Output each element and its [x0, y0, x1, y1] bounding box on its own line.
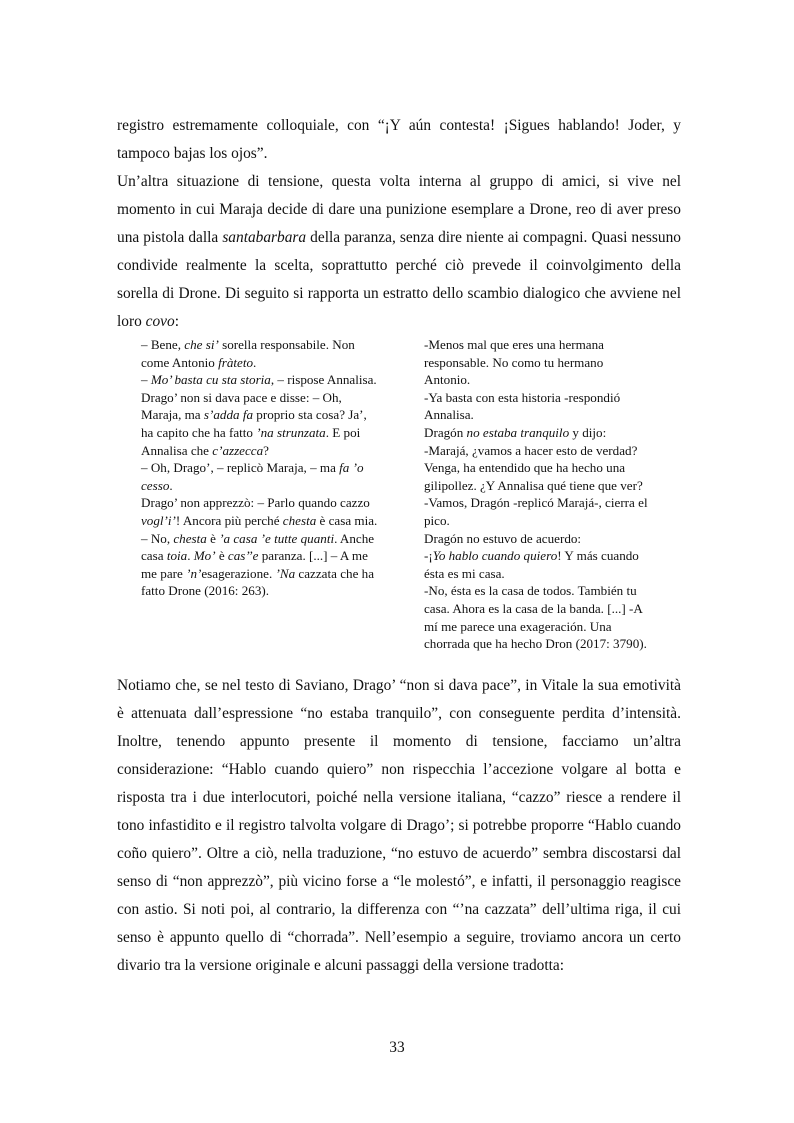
- text-run: -Marajá, ¿vamos a hacer esto de verdad?: [424, 442, 638, 458]
- quote-line: [424, 336, 686, 354]
- text-run: -¡: [424, 548, 433, 564]
- text-run: – Oh, Drago’, – replicò Maraja, – ma: [141, 460, 340, 476]
- text-run: .: [169, 477, 173, 493]
- italic-term: covo: [145, 313, 175, 330]
- italic-term: fa ’o: [339, 460, 364, 476]
- italic-term: chesta: [173, 530, 207, 546]
- text-run: Antonio.: [424, 372, 471, 388]
- text-run: cuando coño quiero”. Oltre a ciò, nella traduzione, “no estuvo de acuerdo” sembra: [117, 817, 681, 862]
- text-run: ésta es mi casa.: [424, 565, 505, 581]
- quote-line: [141, 582, 383, 600]
- text-run: preso una pistola dalla: [117, 201, 681, 246]
- quote-italian-original: [141, 336, 383, 600]
- italic-term: no estaba tranquilo: [466, 424, 570, 440]
- text-run: coinvolgimento della sorella di Drone. Di seguito si rapporta un estratto dello scambio: [117, 257, 681, 302]
- quote-line: [141, 371, 383, 389]
- text-run: :: [174, 313, 179, 330]
- text-run: -No, ésta es la casa de todos. También tu: [424, 583, 637, 599]
- quote-line: [141, 459, 383, 477]
- page-number: 33: [389, 1039, 405, 1056]
- text-run: casa. Ahora es la casa de la banda. [...] -A: [424, 600, 643, 616]
- text-run: ha capito che ha fatto: [141, 424, 257, 440]
- text-run: chorrada que ha hecho Dron (2017: 3790).: [424, 636, 647, 652]
- italic-term: Mo’ basta cu sta storia: [150, 372, 271, 388]
- text-run: Dragón no estuvo de acuerdo:: [424, 530, 582, 546]
- text-run: cazzata che ha: [295, 565, 375, 581]
- text-run: è: [215, 548, 228, 564]
- italic-term: cas’’e: [227, 548, 259, 564]
- italic-term: s’adda fa: [203, 407, 254, 423]
- text-run: .: [187, 548, 194, 564]
- text-run: casa: [141, 548, 167, 564]
- text-run: -Menos mal que eres una hermana: [424, 337, 604, 352]
- quote-line: [424, 459, 686, 477]
- quote-line: [424, 442, 686, 460]
- text-run: responsable. No como tu hermano: [424, 354, 604, 370]
- text-run: mí me parece una exageración. Una: [424, 618, 612, 634]
- text-run: , – rispose Annalisa.: [270, 372, 377, 388]
- quote-line: [141, 494, 383, 512]
- text-run: paranza. [...] – A me: [258, 548, 368, 564]
- text-run: fatto Drone (2016: 263).: [141, 583, 269, 599]
- italic-term: vogl’i’: [141, 512, 176, 528]
- quote-line: [141, 565, 383, 583]
- quote-line: [141, 547, 383, 565]
- italic-term: fràteto: [218, 354, 254, 370]
- text-run: Drago’ non si dava pace e disse: – Oh,: [141, 389, 342, 405]
- text-run: ! Ancora più perché: [175, 512, 283, 528]
- paragraph-context: [117, 168, 681, 336]
- quote-line: [141, 442, 383, 460]
- quote-line: [424, 477, 686, 495]
- italic-term: che si’: [184, 337, 219, 352]
- text-run: emotività è attenuata dall’espressione “no estaba tranquilo”, con conseguente perdita: [117, 677, 681, 722]
- text-run: sorella responsabile. Non: [218, 337, 355, 352]
- text-run: considerazione: “Hablo cuando quiero” non rispecchia l’accezione volgare al botta e: [117, 761, 681, 778]
- quote-line: [424, 371, 686, 389]
- text-run: gilipollez. ¿Y Annalisa qué tiene que ver?: [424, 477, 643, 493]
- italic-term: cesso: [141, 477, 170, 493]
- text-run: è casa mia.: [316, 512, 378, 528]
- quote-line: [141, 530, 383, 548]
- quote-line: [424, 600, 686, 618]
- paragraph-intro: [117, 112, 681, 168]
- text-run: –: [141, 372, 151, 388]
- quote-line: [424, 618, 686, 636]
- text-run: esagerazione.: [201, 565, 276, 581]
- text-run: della paranza, senza dire niente ai compagni.: [306, 229, 588, 246]
- text-run: Venga, ha entendido que ha hecho una: [424, 460, 626, 476]
- quote-line: [141, 389, 383, 407]
- text-run: Notiamo che, se nel testo di Saviano, Drago’ “non si dava pace”, in Vitale la sua: [117, 677, 619, 694]
- text-run: troviamo ancora un certo divario tra la versione originale e alcuni passaggi della: [117, 929, 681, 974]
- quote-line: [424, 512, 686, 530]
- italic-term: ’na strunzata: [256, 424, 326, 440]
- quote-line: [424, 582, 686, 600]
- quote-spanish-translation: [424, 336, 686, 653]
- text-run: registro estremamente colloquiale, con “¡Y aún contesta! ¡Sigues hablando! Joder, y: [117, 117, 681, 134]
- quote-line: [141, 406, 383, 424]
- italic-term: c’azzecca: [212, 442, 264, 458]
- text-run: d’intensità. Inoltre, tenendo appunto presente il momento di tensione, facciamo un’altra: [117, 705, 681, 750]
- quote-line: [141, 512, 383, 530]
- italic-term: ’n’: [186, 565, 202, 581]
- text-run: Quasi nessuno condivide realmente la scelta, soprattutto perché ciò prevede il: [117, 229, 681, 274]
- text-run: discostarsi dal senso di “non apprezzò”, più vicino forse a “le molestó”, e infatti, il: [117, 845, 681, 890]
- text-run: Maraja, ma: [141, 407, 204, 423]
- text-run: Dragón: [424, 424, 467, 440]
- italic-term: Mo’: [193, 548, 216, 564]
- text-run: è: [206, 530, 220, 546]
- italic-term: toia: [166, 548, 188, 564]
- quote-line: [141, 336, 383, 354]
- text-run: .: [253, 354, 257, 370]
- text-run: dell’ultima riga, il cui senso è appunto quello di “chorrada”. Nell’esempio a seguire,: [117, 901, 681, 946]
- text-run: Annalisa che: [141, 442, 213, 458]
- text-run: proprio sta cosa? Ja’,: [253, 407, 367, 423]
- text-run: dialogico che avviene nel loro: [117, 285, 681, 330]
- text-run: Drago’ non apprezzò: – Parlo quando cazzo: [141, 495, 370, 511]
- quote-line: [424, 354, 686, 372]
- text-run: risposta tra i due interlocutori, poiché nella versione italiana, “cazzo” riesce a rendere il: [117, 789, 681, 806]
- quote-line: [141, 424, 383, 442]
- text-run: y dijo:: [569, 424, 607, 440]
- text-run: – Bene,: [141, 337, 185, 352]
- text-run: . E poi: [325, 424, 361, 440]
- text-run: momento in cui Maraja decide di dare una punizione esemplare a Drone, reo di aver: [117, 201, 644, 218]
- quote-line: [424, 424, 686, 442]
- text-run: me pare: [141, 565, 187, 581]
- text-run: ?: [263, 442, 269, 458]
- text-run: versione tradotta:: [456, 957, 565, 974]
- text-run: – No,: [141, 530, 174, 546]
- quote-line: [141, 477, 383, 495]
- text-run: tono infastidito e il registro talvolta volgare di Drago’; si potrebbe proporre “Hablo: [117, 817, 633, 834]
- italic-term: santabarbara: [222, 229, 307, 246]
- quote-line: [424, 389, 686, 407]
- text-run: . Anche: [334, 530, 375, 546]
- text-run: -Vamos, Dragón -replicó Marajá-, cierra el: [424, 495, 648, 511]
- text-run: pico.: [424, 512, 450, 528]
- italic-term: ’Na: [275, 565, 296, 581]
- quote-line: [424, 635, 686, 653]
- text-run: ! Y más cuando: [557, 548, 639, 564]
- italic-term: chesta: [282, 512, 317, 528]
- quote-line: [141, 354, 383, 372]
- quote-line: [424, 530, 686, 548]
- quote-line: [424, 406, 686, 424]
- quote-line: [424, 494, 686, 512]
- quote-line: [424, 547, 686, 565]
- italic-term: ’a casa ’e tutte quanti: [219, 530, 335, 546]
- quote-line: [424, 565, 686, 583]
- text-run: personaggio reagisce con astio. Si noti poi, al contrario, la differenza con “’na cazzata”: [117, 873, 682, 918]
- text-run: -Ya basta con esta historia -respondió: [424, 389, 621, 405]
- text-run: Annalisa.: [424, 407, 474, 423]
- text-run: Un’altra situazione di tensione, questa volta interna al gruppo di amici, si vive nel: [117, 173, 681, 190]
- text-run: come Antonio: [141, 354, 219, 370]
- italic-term: Yo hablo cuando quiero: [432, 548, 558, 564]
- text-run: tampoco bajas los ojos”.: [117, 145, 268, 162]
- paragraph-analysis: [117, 672, 681, 980]
